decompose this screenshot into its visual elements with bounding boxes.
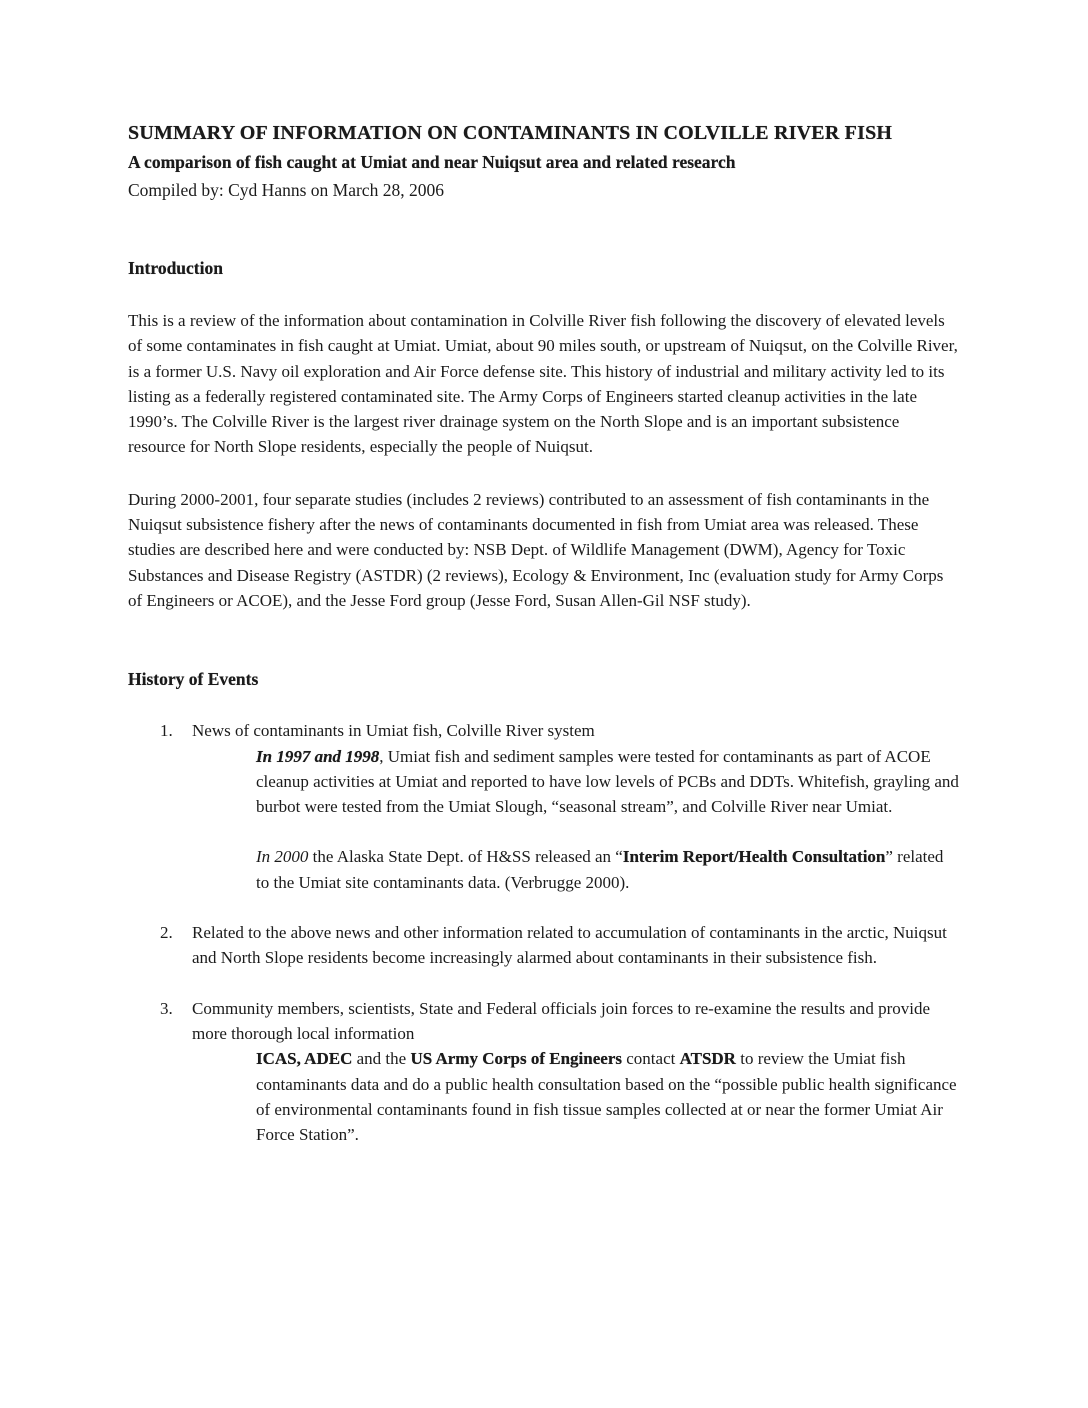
- history-item-3-body: [192, 996, 960, 1148]
- introduction-heading: Introduction: [128, 258, 223, 278]
- introduction-section: [128, 256, 960, 613]
- history-item-2-lead: Related to the above news and other information related to accumulation of contaminants in the arctic, Nuiqsut and North Slope residents become increasingly alarmed about contaminants in their subsistence fish.: [192, 923, 947, 968]
- document-title: SUMMARY OF INFORMATION ON CONTAMINANTS IN COLVILLE RIVER FISH: [128, 122, 893, 144]
- history-item-3-subpara-1: ICAS, ADEC and the US Army Corps of Engineers contact ATSDR to review the Umiat fish contaminants data and do a public health consultation based on the “possible public health significance of environmental contaminants found in fish tissue samples collected at or near the former Umiat Air Force Station”.: [256, 1049, 957, 1145]
- compiled-by-line: Compiled by: Cyd Hanns on March 28, 2006: [128, 180, 444, 200]
- history-item-1: [128, 718, 960, 895]
- list-number: 2.: [160, 923, 173, 943]
- document-header: [128, 118, 960, 204]
- history-item-1-body: [192, 718, 960, 895]
- introduction-paragraph-2: During 2000-2001, four separate studies (includes 2 reviews) contributed to an assessment of fish contaminants in the Nuiqsut subsistence fishery after the news of contaminants documented in fish from Umiat area was released. These studies are described here and were conducted by: NSB Dept. of Wildlife Management (DWM), Agency for Toxic Substances and Disease Registry (ASTDR) (2 reviews), Ecology & Environment, Inc (evaluation study for Army Corps of Engineers or ACOE), and the Jesse Ford group (Jesse Ford, Susan Allen-Gil NSF study).: [128, 489, 944, 610]
- list-number: 1.: [160, 721, 173, 741]
- history-item-3-lead: Community members, scientists, State and Federal officials join forces to re-examine the results and provide more thorough local information: [192, 998, 931, 1043]
- history-section: [128, 667, 960, 1147]
- history-heading: History of Events: [128, 669, 259, 690]
- history-item-3: [128, 996, 960, 1148]
- history-item-1-subpara-2: In 2000 the Alaska State Dept. of H&SS released an “Interim Report/Health Consultation” related to the Umiat site contaminants data. (Verbrugge 2000).: [256, 847, 944, 892]
- document-subtitle: A comparison of fish caught at Umiat and near Nuiqsut area and related research: [128, 152, 736, 172]
- introduction-paragraph-1: This is a review of the information about contamination in Colville River fish following the discovery of elevated levels of some contaminates in fish caught at Umiat. Umiat, about 90 miles south, or upstream of Nuiqsut, on the Colville River, is a former U.S. Navy oil exploration and Air Force defense site. This history of industrial and military activity led to its listing as a federally registered contaminated site. The Army Corps of Engineers started cleanup activities in the late 1990’s. The Colville River is the largest river drainage system on the North Slope and is an important subsistence resource for North Slope residents, especially the people of Nuiqsut.: [128, 311, 958, 457]
- history-item-2-body: [192, 920, 960, 971]
- list-number: 3.: [160, 998, 173, 1018]
- history-item-2: [128, 920, 960, 971]
- history-item-1-subpara-1: In 1997 and 1998, Umiat fish and sediment samples were tested for contaminants as part of ACOE cleanup activities at Umiat and reported to have low levels of PCBs and DDTs. Whitefish, grayling and burbot were tested from the Umiat Slough, “seasonal stream”, and Colville River near Umiat.: [256, 746, 959, 817]
- history-item-1-lead: News of contaminants in Umiat fish, Colville River system: [192, 721, 595, 741]
